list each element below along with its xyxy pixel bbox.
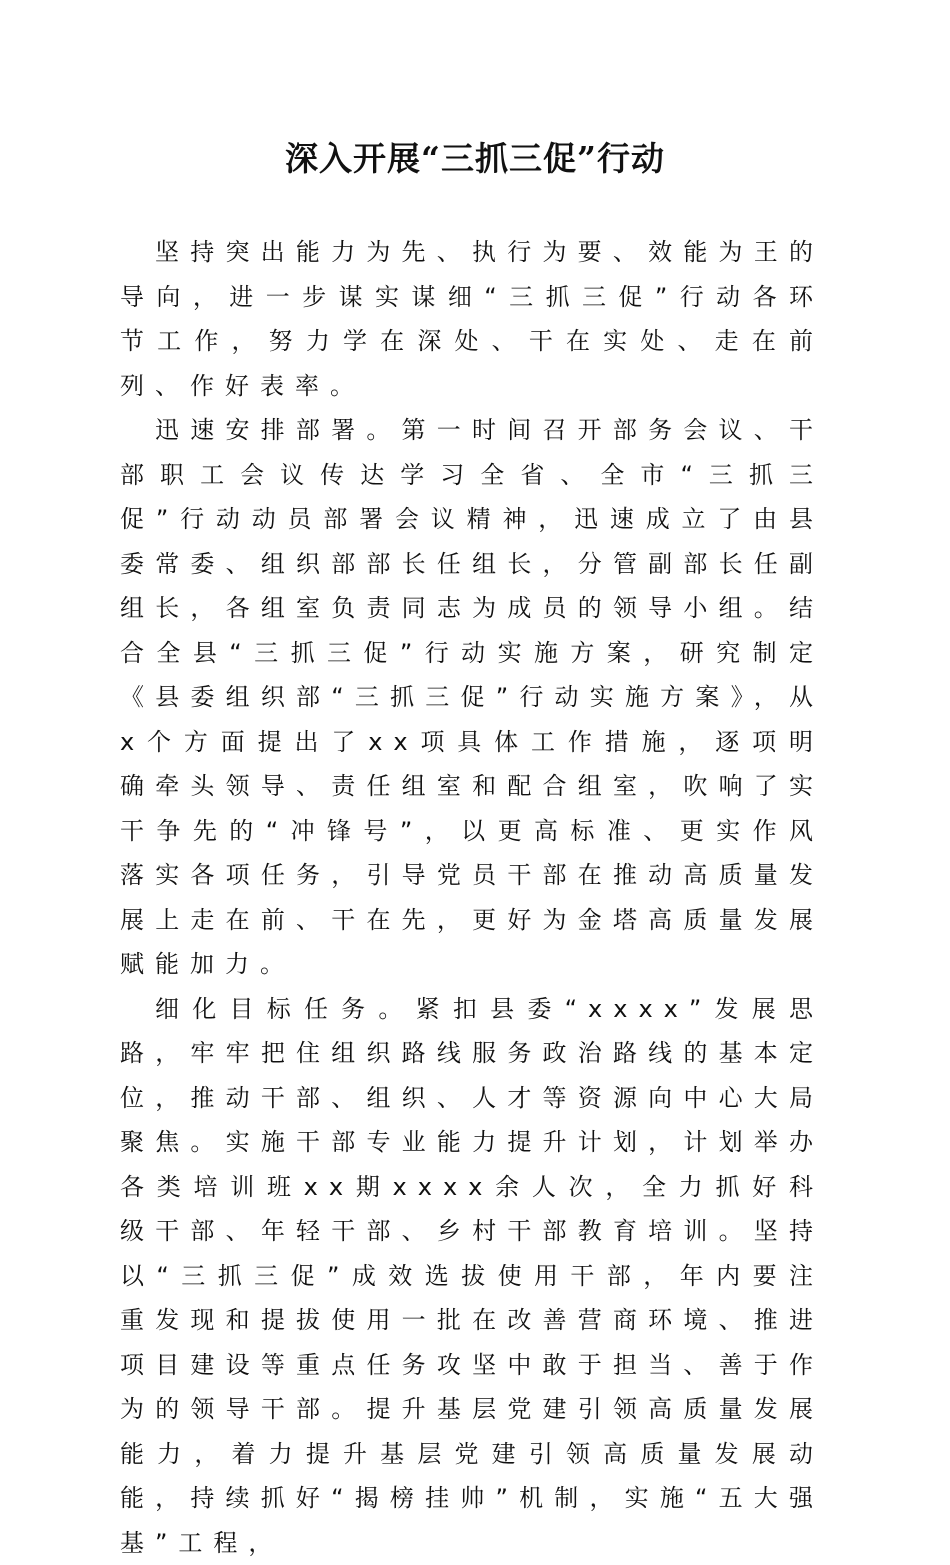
paragraph-targets: 细化目标任务。紧扣县委“xxxx”发展思路，牢牢把住组织路线服务政治路线的基本定位，推动干部、组织、人才等资源向中心大局聚焦。实施干部专业能力提升计划，计划举办各类培训班xx期xxxx余人次，全力抓好科级干部、年轻干部、乡村干部教育培训。坚持以“三抓三促”成效选拔使用干部，年内要注重发现和提拔使用一批在改善营商环境、推进项目建设等重点任务攻坚中敢于担当、善于作为的领导干部。提升基层党建引领高质量发展能力，着力提升基层党建引领高质量发展动能，持续抓好“揭榜挂帅”机制，实施“五大强基”工程， — [120, 987, 824, 1565]
document-body — [120, 230, 824, 1565]
paragraph-deployment: 迅速安排部署。第一时间召开部务会议、干部职工会议传达学习全省、全市“三抓三促”行动动员部署会议精神，迅速成立了由县委常委、组织部部长任组长，分管副部长任副组长，各组室负责同志为成员的领导小组。结合全县“三抓三促”行动实施方案，研究制定《县委组织部“三抓三促”行动实施方案》，从x个方面提出了xx项具体工作措施，逐项明确牵头领导、责任组室和配合组室，吹响了实干争先的“冲锋号”，以更高标准、更实作风落实各项任务，引导党员干部在推动高质量发展上走在前、干在先，更好为金塔高质量发展赋能加力。 — [120, 408, 824, 987]
document-title: 深入开展“三抓三促”行动 — [0, 134, 950, 184]
paragraph-intro: 坚持突出能力为先、执行为要、效能为王的导向，进一步谋实谋细“三抓三促”行动各环节工作，努力学在深处、干在实处、走在前列、作好表率。 — [120, 230, 824, 408]
